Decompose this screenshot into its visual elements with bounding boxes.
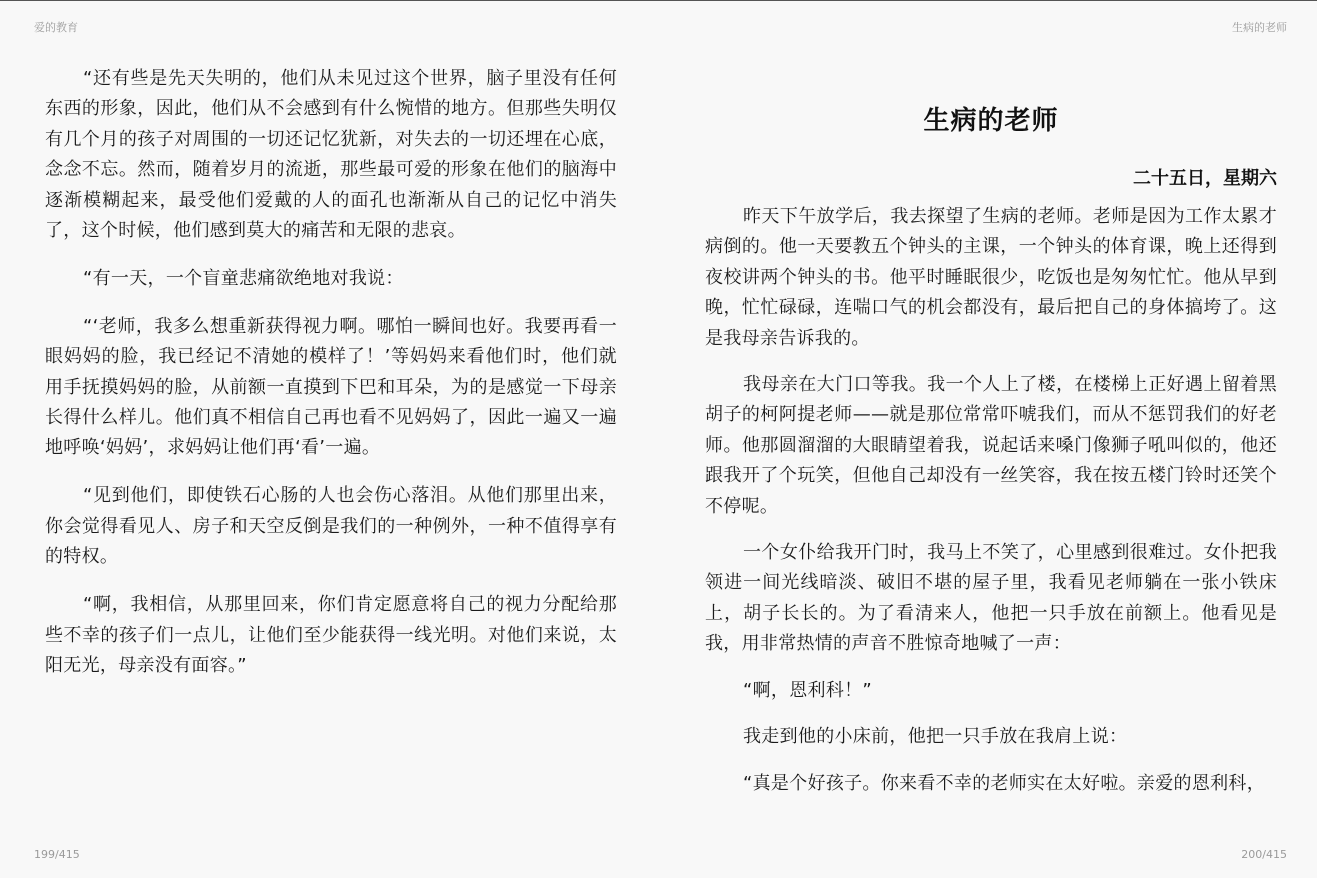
right-paragraph-6: “真是个好孩子。你来看不幸的老师实在太好啦。亲爱的恩利科，	[743, 772, 1266, 794]
chapter-date: 二十五日，星期六	[1133, 168, 1277, 189]
window-top-border	[0, 0, 1317, 1]
right-paragraph-2: 我母亲在大门口等我。我一个人上了楼，在楼梯上正好遇上留着黑胡子的柯阿提老师——就是那位常常吓唬我们，而从不惩罚我们的好老师。他那圆溜溜的大眼睛望着我，说起话来嗓门像狮子吼叫似的，他还跟我开了个玩笑，但他自己却没有一丝笑容，我在按五楼门铃时还笑个不停呢。	[705, 374, 1277, 517]
left-running-header: 爱的教育	[34, 21, 78, 34]
right-paragraph-1: 昨天下午放学后，我去探望了生病的老师。老师是因为工作太累才病倒的。他一天要教五个钟头的主课，一个钟头的体育课，晚上还得到夜校讲两个钟头的书。他平时睡眠很少，吃饭也是匆匆忙忙。他从早到晚，忙忙碌碌，连喘口气的机会都没有，最后把自己的身体搞垮了。这是我母亲告诉我的。	[705, 206, 1277, 349]
left-page-number: 199/415	[34, 848, 80, 861]
right-paragraph-4: “啊，恩利科！”	[743, 679, 873, 701]
right-page[interactable]	[705, 98, 1277, 850]
right-page-number: 200/415	[1241, 848, 1287, 861]
right-paragraph-5: 我走到他的小床前，他把一只手放在我肩上说：	[743, 726, 1128, 748]
left-paragraph-5: “啊，我相信，从那里回来，你们肯定愿意将自己的视力分配给那些不幸的孩子们一点儿，让他们至少能获得一线光明。对他们来说，太阳无光，母亲没有面容。”	[45, 594, 617, 676]
right-running-header: 生病的老师	[1232, 21, 1287, 34]
chapter-title: 生病的老师	[923, 106, 1059, 136]
left-paragraph-1: “还有些是先天失明的，他们从未见过这个世界，脑子里没有任何东西的形象，因此，他们从不会感到有什么惋惜的地方。但那些失明仅有几个月的孩子对周围的一切还记忆犹新，对失去的一切还埋在心底，念念不忘。然而，随着岁月的流逝，那些最可爱的形象在他们的脑海中逐渐模糊起来，最受他们爱戴的人的面孔也渐渐从自己的记忆中消失了，这个时候，他们感到莫大的痛苦和无限的悲哀。	[45, 68, 617, 242]
left-paragraph-2: “有一天，一个盲童悲痛欲绝地对我说：	[83, 267, 404, 289]
right-paragraph-3: 一个女仆给我开门时，我马上不笑了，心里感到很难过。女仆把我领进一间光线暗淡、破旧不堪的屋子里，我看见老师躺在一张小铁床上，胡子长长的。为了看清来人，他把一只手放在前额上。他看见是我，用非常热情的声音不胜惊奇地喊了一声：	[705, 542, 1277, 655]
left-paragraph-3: “‘老师，我多么想重新获得视力啊。哪怕一瞬间也好。我要再看一眼妈妈的脸，我已经记不清她的模样了！’等妈妈来看他们时，他们就用手抚摸妈妈的脸，从前额一直摸到下巴和耳朵，为的是感觉一下母亲长得什么样儿。他们真不相信自己再也看不见妈妈了，因此一遍又一遍地呼唤‘妈妈’，求妈妈让他们再‘看’一遍。	[45, 315, 617, 459]
left-page[interactable]	[45, 64, 617, 824]
left-paragraph-4: “见到他们，即使铁石心肠的人也会伤心落泪。从他们那里出来，你会觉得看见人、房子和天空反倒是我们的一种例外，一种不值得享有的特权。	[45, 485, 617, 568]
